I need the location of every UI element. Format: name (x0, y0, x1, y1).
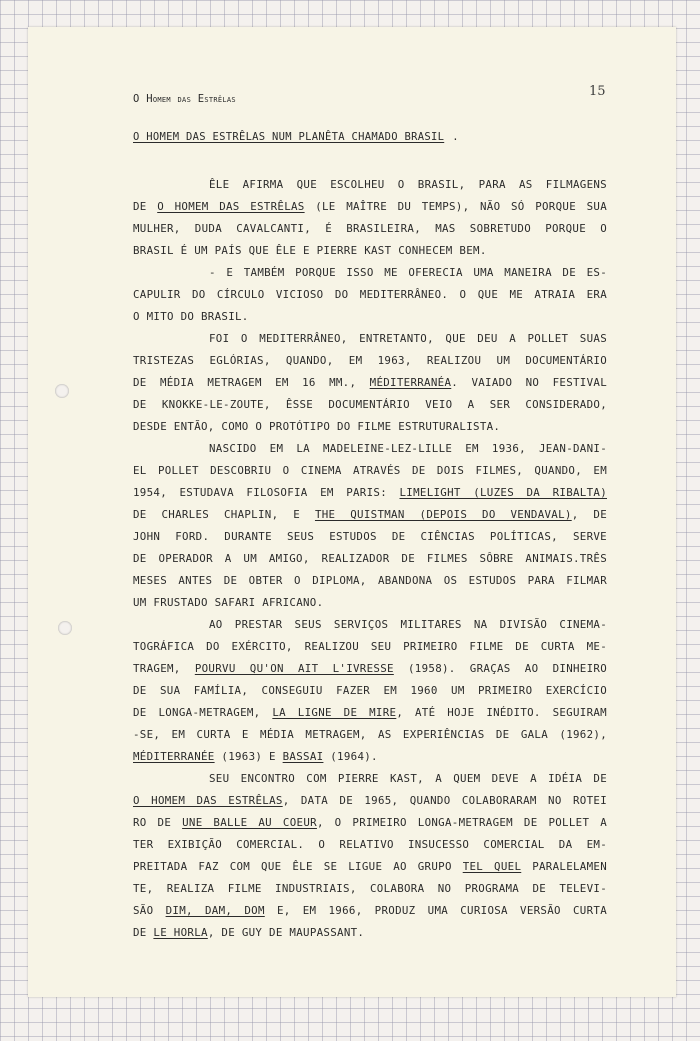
text-segment: O MITO DO BRASIL. (133, 310, 249, 323)
text-segment: DE (133, 200, 158, 213)
underlined-title: THE QUISTMAN (DEPOIS DO VENDAVAL) (314, 508, 572, 521)
text-line (133, 812, 607, 834)
text-segment: (1964). (323, 750, 378, 763)
text-line (133, 834, 607, 856)
header-text: O Homem das Estrêlas (133, 93, 236, 105)
text-segment: BRASIL É UM PAÍS QUE ÊLE E PIERRE KAST CONHECEM BEM. (133, 244, 487, 257)
text-segment: CAPULIR DO CÍRCULO VICIOSO DO MEDITERRÂNEO. O QUE ME ATRAIA ERA (133, 288, 607, 301)
running-header (133, 93, 236, 105)
text-segment: NASCIDO EM LA MADELEINE-LEZ-LILLE EM 1936, JEAN-DANI- (209, 442, 607, 455)
text-line (133, 900, 607, 922)
text-line (133, 922, 607, 944)
underlined-title: POURVU QU'ON AIT L'IVRESSE (194, 662, 394, 675)
text-segment: , DE GUY DE MAUPASSANT. (207, 926, 365, 939)
text-line (133, 438, 607, 460)
text-segment: (1958). GRAÇAS AO DINHEIRO (393, 662, 608, 675)
text-segment: TRISTEZAS EGLÓRIAS, QUANDO, EM 1963, REALIZOU UM DOCUMENTÁRIO (133, 354, 607, 367)
text-segment: DE OPERADOR A UM AMIGO, REALIZADOR DE FILMES SÔBRE ANIMAIS.TRÊS (133, 552, 607, 565)
punch-hole (58, 621, 72, 635)
text-segment: DESDE ENTÃO, COMO O PROTÓTIPO DO FILME ESTRUTURALISTA. (133, 420, 501, 433)
text-line (133, 328, 607, 350)
text-line (133, 768, 607, 790)
text-segment: SEU ENCONTRO COM PIERRE KAST, A QUEM DEVE A IDÉIA DE (209, 772, 607, 785)
title-suffix: . (452, 131, 459, 143)
text-line (133, 460, 607, 482)
text-segment: , DE (571, 508, 607, 521)
text-line (133, 878, 607, 900)
text-line (133, 702, 607, 724)
text-segment: RO DE (133, 816, 183, 829)
text-line (133, 548, 607, 570)
text-line (133, 658, 607, 680)
text-segment: TOGRÁFICA DO EXÉRCITO, REALIZOU SEU PRIMEIRO FILME DE CURTA ME- (133, 640, 607, 653)
text-segment: , DATA DE 1965, QUANDO COLABORARAM NO ROTEI (282, 794, 607, 807)
text-segment: (1963) E (214, 750, 283, 763)
text-segment: EL POLLET DESCOBRIU O CINEMA ATRAVÉS DE DOIS FILMES, QUANDO, EM (133, 464, 607, 477)
text-line (133, 504, 607, 526)
text-line (133, 614, 607, 636)
punch-hole (55, 384, 69, 398)
text-segment: PARALELAMEN (521, 860, 607, 873)
text-segment: DE MÉDIA METRAGEM EM 16 MM., (133, 376, 370, 389)
text-segment: MESES ANTES DE OBTER O DIPLOMA, ABANDONA OS ESTUDOS PARA FILMAR (133, 574, 607, 587)
text-segment: AO PRESTAR SEUS SERVIÇOS MILITARES NA DIVISÃO CINEMA- (209, 618, 607, 631)
text-segment: TRAGEM, (133, 662, 195, 675)
text-segment: , ATÉ HOJE INÉDITO. SEGUIRAM (396, 706, 607, 719)
text-line (133, 218, 607, 240)
text-segment: ÊLE AFIRMA QUE ESCOLHEU O BRASIL, PARA AS FILMAGENS (209, 178, 607, 191)
text-line (133, 526, 607, 548)
text-line (133, 350, 607, 372)
text-line (133, 856, 607, 878)
text-line (133, 284, 607, 306)
text-segment: DE SUA FAMÍLIA, CONSEGUIU FAZER EM 1960 UM PRIMEIRO EXERCÍCIO (133, 684, 607, 697)
underlined-title: LA LIGNE DE MIRE (272, 706, 397, 719)
text-line (133, 306, 607, 328)
text-segment: DE (133, 926, 154, 939)
text-segment: JOHN FORD. DURANTE SEUS ESTUDOS DE CIÊNCIAS POLÍTICAS, SERVE (133, 530, 607, 543)
underlined-title: LE HORLA (153, 926, 208, 939)
text-segment: E, EM 1966, PRODUZ UMA CURIOSA VERSÃO CURTA (264, 904, 608, 917)
text-segment: PREITADA FAZ COM QUE ÊLE SE LIGUE AO GRUPO (133, 860, 463, 873)
text-segment: UM FRUSTADO SAFARI AFRICANO. (133, 596, 324, 609)
text-segment: DE KNOKKE-LE-ZOUTE, ÊSSE DOCUMENTÁRIO VEIO A SER CONSIDERADO, (133, 398, 607, 411)
underlined-title: BASSAI (282, 750, 324, 763)
page-number: 15 (589, 84, 606, 99)
text-line (133, 394, 607, 416)
text-line (133, 790, 607, 812)
text-line (133, 174, 607, 196)
text-line (133, 372, 607, 394)
text-segment: MULHER, DUDA CAVALCANTI, É BRASILEIRA, MAS SOBRETUDO PORQUE O (133, 222, 607, 235)
title-text: O HOMEM DAS ESTRÊLAS NUM PLANÊTA CHAMADO BRASIL (133, 131, 445, 143)
underlined-title: TEL QUEL (462, 860, 522, 873)
underlined-title: O HOMEM DAS ESTRÊLAS (157, 200, 305, 213)
text-segment: FOI O MEDITERRÂNEO, ENTRETANTO, QUE DEU A POLLET SUAS (209, 332, 607, 345)
text-segment: -SE, EM CURTA E MÉDIA METRAGEM, AS EXPERIÊNCIAS DE GALA (1962), (133, 728, 607, 741)
body-text (133, 174, 607, 944)
text-segment: (LE MAÎTRE DU TEMPS), NÃO SÓ PORQUE SUA (304, 200, 607, 213)
text-segment: TER EXIBIÇÃO COMERCIAL. O RELATIVO INSUCESSO COMERCIAL DA EM- (133, 838, 607, 851)
text-segment: DE LONGA-METRAGEM, (133, 706, 273, 719)
text-segment: TE, REALIZA FILME INDUSTRIAIS, COLABORA NO PROGRAMA DE TELEVI- (133, 882, 607, 895)
underlined-title: MÉDITERRANÉE (133, 750, 215, 763)
text-segment: - E TAMBÉM PORQUE ISSO ME OFERECIA UMA MANEIRA DE ES- (209, 266, 607, 279)
text-line (133, 680, 607, 702)
text-line (133, 196, 607, 218)
text-line (133, 416, 607, 438)
underlined-title: LIMELIGHT (LUZES DA RIBALTA) (399, 486, 607, 499)
text-segment: 1954, ESTUDAVA FILOSOFIA EM PARIS: (133, 486, 400, 499)
text-line (133, 592, 607, 614)
text-line (133, 482, 607, 504)
document-title (133, 131, 459, 143)
underlined-title: MÉDITERRANÉA (369, 376, 452, 389)
text-segment: . VAIADO NO FESTIVAL (451, 376, 607, 389)
text-line (133, 636, 607, 658)
text-line (133, 746, 607, 768)
text-segment: SÃO (133, 904, 166, 917)
text-segment: , O PRIMEIRO LONGA-METRAGEM DE POLLET A (316, 816, 607, 829)
text-segment: DE CHARLES CHAPLIN, E (133, 508, 315, 521)
underlined-title: O HOMEM DAS ESTRÊLAS (133, 794, 283, 807)
underlined-title: UNE BALLE AU COEUR (182, 816, 317, 829)
text-line (133, 262, 607, 284)
text-line (133, 724, 607, 746)
text-line (133, 240, 607, 262)
text-line (133, 570, 607, 592)
underlined-title: DIM, DAM, DOM (165, 904, 265, 917)
